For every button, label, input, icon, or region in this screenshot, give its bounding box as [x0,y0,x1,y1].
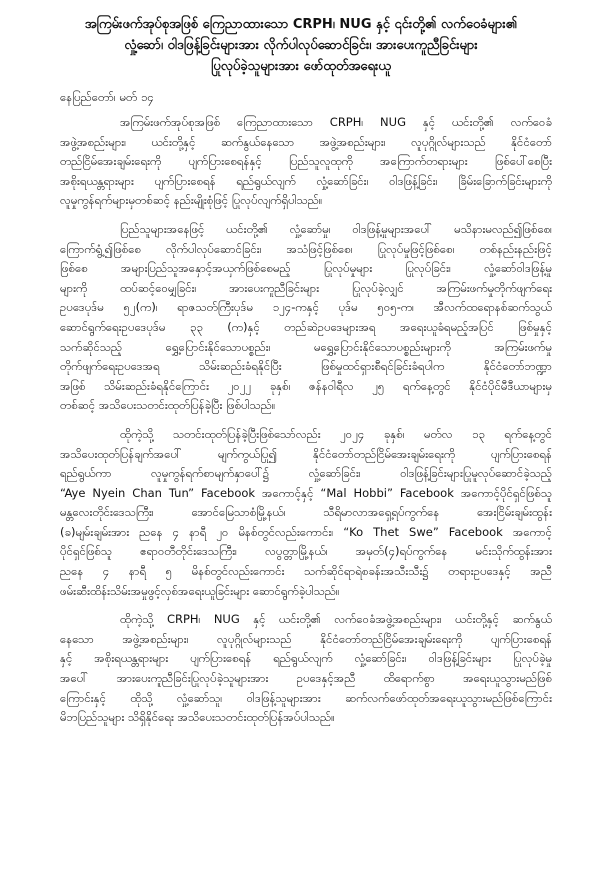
headline [50,14,552,77]
headline-line: လှုံ့ဆော်၊ ဝါဒဖြန့်ခြင်းများအား လိုက်ပါလုပ်ဆောင်ခြင်း၊ အားပေးကူညီခြင်းများ [124,38,478,53]
paragraph-line: “Aye Nyein Chan Tun” Facebook အကောင့်နှင့် “Mal Hobbi” Facebook အကောင့်ပိုင်ရှင်ဖြစ်သူ [60,485,552,500]
paragraph-4 [60,610,552,728]
paragraph-line: နှင့် အစိုးရယန္တရားများ ပျက်ပြားစေရန် ရည်ရွယ်လျက် လှုံ့ဆော်ခြင်း၊ ဝါဒဖြန့်ခြင်းများ ပြုလုပ်ခဲ့မှု [60,651,552,666]
paragraph-line: များကို ထပ်ဆင့်ဝေမျှခြင်း၊ အားပေးကူညီခြင်းများ ပြုလုပ်ခဲ့လျှင် အကြမ်းဖက်မှုတိုက်ဖျက်ရေး [60,280,552,295]
paragraph-line: ပြည်သူများအနေဖြင့် ယင်းတို့၏ လှုံ့ဆော်မှု၊ ဝါဒဖြန့်မှုများအပေါ် မသိနားမလည်၍ဖြစ်စေ၊ [120,221,552,236]
paragraph-3 [60,425,552,601]
paragraph-line: အပေါ် အားပေးကူညီခြင်းပြုလုပ်ခဲ့သူများအား ဥပဒေနှင့်အညီ ထိရောက်စွာ အရေးယူသွားမည်ဖြစ် [60,671,552,686]
paragraph-line: အစိုးရယန္တရားများ ပျက်ပြားစေရန် ရည်ရွယ်လျက် လှုံ့ဆော်ခြင်း၊ ဝါဒဖြန့်ခြင်း၊ ခြိမ်းခြောက်ခြင်းများကို [60,173,552,188]
paragraph-line: တည်ငြိမ်အေးချမ်းရေးကို ပျက်ပြားစေရန်နှင့် ပြည်သူလူထုကို အကြောက်တရားများ ဖြစ်ပေါ်စေပြီး [60,154,552,169]
paragraph-line: ရည်ရွယ်ကာ လူမှုကွန်ရက်စာမျက်နှာပေါ်၌ လှုံ့ဆော်ခြင်း၊ ဝါဒဖြန့်ခြင်းများပြုမူလုပ်ဆောင်ခဲ့သည့် [60,466,552,481]
paragraph-line: ညနေ ၄ နာရီ ၅ မိနစ်တွင်လည်းကောင်း သက်ဆိုင်ရာရဲစခန်းအသီးသီး၌ တရားဥပဒေနှင့် အညီ [60,564,552,579]
paragraph-line: အသိပေးထုတ်ပြန်ချက်အပေါ် မျက်ကွယ်ပြု၍ နိုင်ငံတော်တည်ငြိမ်အေးချမ်းရေးကို ပျက်ပြားစေရန် [60,446,552,461]
paragraph-line: အဖြစ် သိမ်းဆည်းခံရနိုင်ကြောင်း ၂၀၂၂ ခုနှစ်၊ ဇန်နဝါရီလ ၂၅ ရက်နေ့တွင် နိုင်ငံပိုင်မီဒီယာများမှ [60,378,552,393]
paragraph-line: လူမှုကွန်ရက်များမှတစ်ဆင့် နည်းမျိုးစုံဖြင့် ပြုလုပ်လျက်ရှိပါသည်။ [60,193,323,208]
paragraph-line: တစ်ဆင့် အသိပေးသတင်းထုတ်ပြန်ခဲ့ပြီး ဖြစ်ပါသည်။ [60,398,276,413]
paragraph-line: ကြောက်ရွံ့၍ဖြစ်စေ လိုက်ပါလုပ်ဆောင်ခြင်း၊ အသံဖြင့်ဖြစ်စေ၊ ပြုလုပ်မှုဖြင့်ဖြစ်စေ၊ တစ်နည်းနည်းဖြင့် [60,241,552,256]
paragraph-line: မန္တလေးတိုင်းဒေသကြီး၊ အောင်မြေသာစံမြို့နယ်၊ သီရိမာလာအရှေ့ရပ်ကွက်နေ အေးငြိမ်းချမ်းထွန်း [60,505,552,520]
paragraph-line: အဖွဲ့အစည်းများ၊ ယင်းတို့နှင့် ဆက်နွယ်နေသော အဖွဲ့အစည်းများ၊ လူပုဂ္ဂိုလ်များသည် နိုင်ငံတော် [60,134,552,149]
paragraph-line: ဖြစ်စေ အများပြည်သူအနှောင့်အယှက်ဖြစ်စေမည့် ပြုလုပ်မှုများ ပြုလုပ်ခြင်း၊ လှုံ့ဆော်ဝါဒဖြန့်မှု [60,261,552,276]
paragraph-line: ပိုင်ရှင်ဖြစ်သူ ဧရာဝတီတိုင်းဒေသကြီး၊ လပွတ္တာမြို့နယ်၊ အမှတ်(၄)ရပ်ကွက်နေ မင်းသိုက်ထွန်းအား [60,544,552,559]
paragraph-line: ဖမ်းဆီးထိန်းသိမ်းအမှုဖွင့်လှစ်အရေးယူခြင်းများ ဆောင်ရွက်ခဲ့ပါသည်။ [60,583,340,598]
paragraph-2 [60,220,552,416]
paragraph-line: နေသော အဖွဲ့အစည်းများ၊ လူပုဂ္ဂိုလ်များသည် နိုင်ငံတော်တည်ငြိမ်အေးချမ်းရေးကို ပျက်ပြားစေရန် [60,631,552,646]
paragraph-line: ထိုကဲ့သို့ သတင်းထုတ်ပြန်ခဲ့ပြီးဖြစ်သော်လည်း ၂၀၂၄ ခုနှစ်၊ မတ်လ ၁၃ ရက်နေ့တွင် [120,426,552,441]
paragraph-line: (ခ)မျမ်းချမ်းအား ညနေ ၄ နာရီ ၂၀ မိနစ်တွင်လည်းကောင်း၊ “Ko Thet Swe” Facebook အကောင့် [60,524,552,539]
dateline: နေပြည်တော်၊ မတ် ၁၄ [60,90,154,104]
paragraph-line: ဆောင်ရွက်ရေးဥပဒေပုဒ်မ ၃၃ (က)နှင့် တည်ဆဲဥပဒေများအရ အရေးယူခံရမည့်အပြင် ဖြစ်မှုနှင့် [60,319,552,334]
paragraph-line: အကြမ်းဖက်အုပ်စုအဖြစ် ကြေညာထားသော CRPH၊ NUG နှင့် ယင်းတို့၏ လက်ဝေခံ [120,115,552,129]
paragraph-line: ထိုကဲ့သို့ CRPH၊ NUG နှင့် ယင်းတို့၏ လက်ဝေခံအဖွဲ့အစည်းများ၊ ယင်းတို့နှင့် ဆက်နွယ် [120,612,552,627]
paragraph-1 [60,113,552,211]
paragraph-line: သက်ဆိုင်သည့် ရွှေ့ပြောင်းနိုင်သောပစ္စည်း၊ မရွှေ့ပြောင်းနိုင်သောပစ္စည်းများကို အကြမ်းဖက်မှု [60,339,552,354]
paragraph-line: ဥပဒေပုဒ်မ ၅၂(က)၊ ရာဇသတ်ကြီးပုဒ်မ ၁၂၄-ကနှင့် ပုဒ်မ ၅၀၅-က၊ အီလက်ထရောနစ်ဆက်သွယ် [60,300,552,315]
paragraph-line: ကြောင်းနှင့် ထိုသို့ လှုံ့ဆော်သူ၊ ဝါဒဖြန့်သူများအား ဆက်လက်ဖော်ထုတ်အရေးယူသွားမည်ဖြစ်ကြောင်း [60,690,552,705]
paragraph-line: တိုက်ဖျက်ရေးဥပဒေအရ သိမ်းဆည်းခံရနိုင်ပြီး ဖြစ်မှုထင်ရှားစီရင်ခြင်းခံရပါက နိုင်ငံတော်ဘဏ္ဍာ [60,359,552,374]
headline-line: ပြုလုပ်ခဲ့သူများအား ဖော်ထုတ်အရေးယူ [211,59,391,74]
paragraph-line: မိဘပြည်သူများ သိရှိနိုင်ရေး အသိပေးသတင်းထုတ်ပြန်အပ်ပါသည်။ [60,710,335,725]
headline-line: အကြမ်းဖက်အုပ်စုအဖြစ် ကြေညာထားသော CRPH၊ NUG နှင့် ၎င်းတို့၏ လက်ဝေခံများ၏ [84,17,518,32]
